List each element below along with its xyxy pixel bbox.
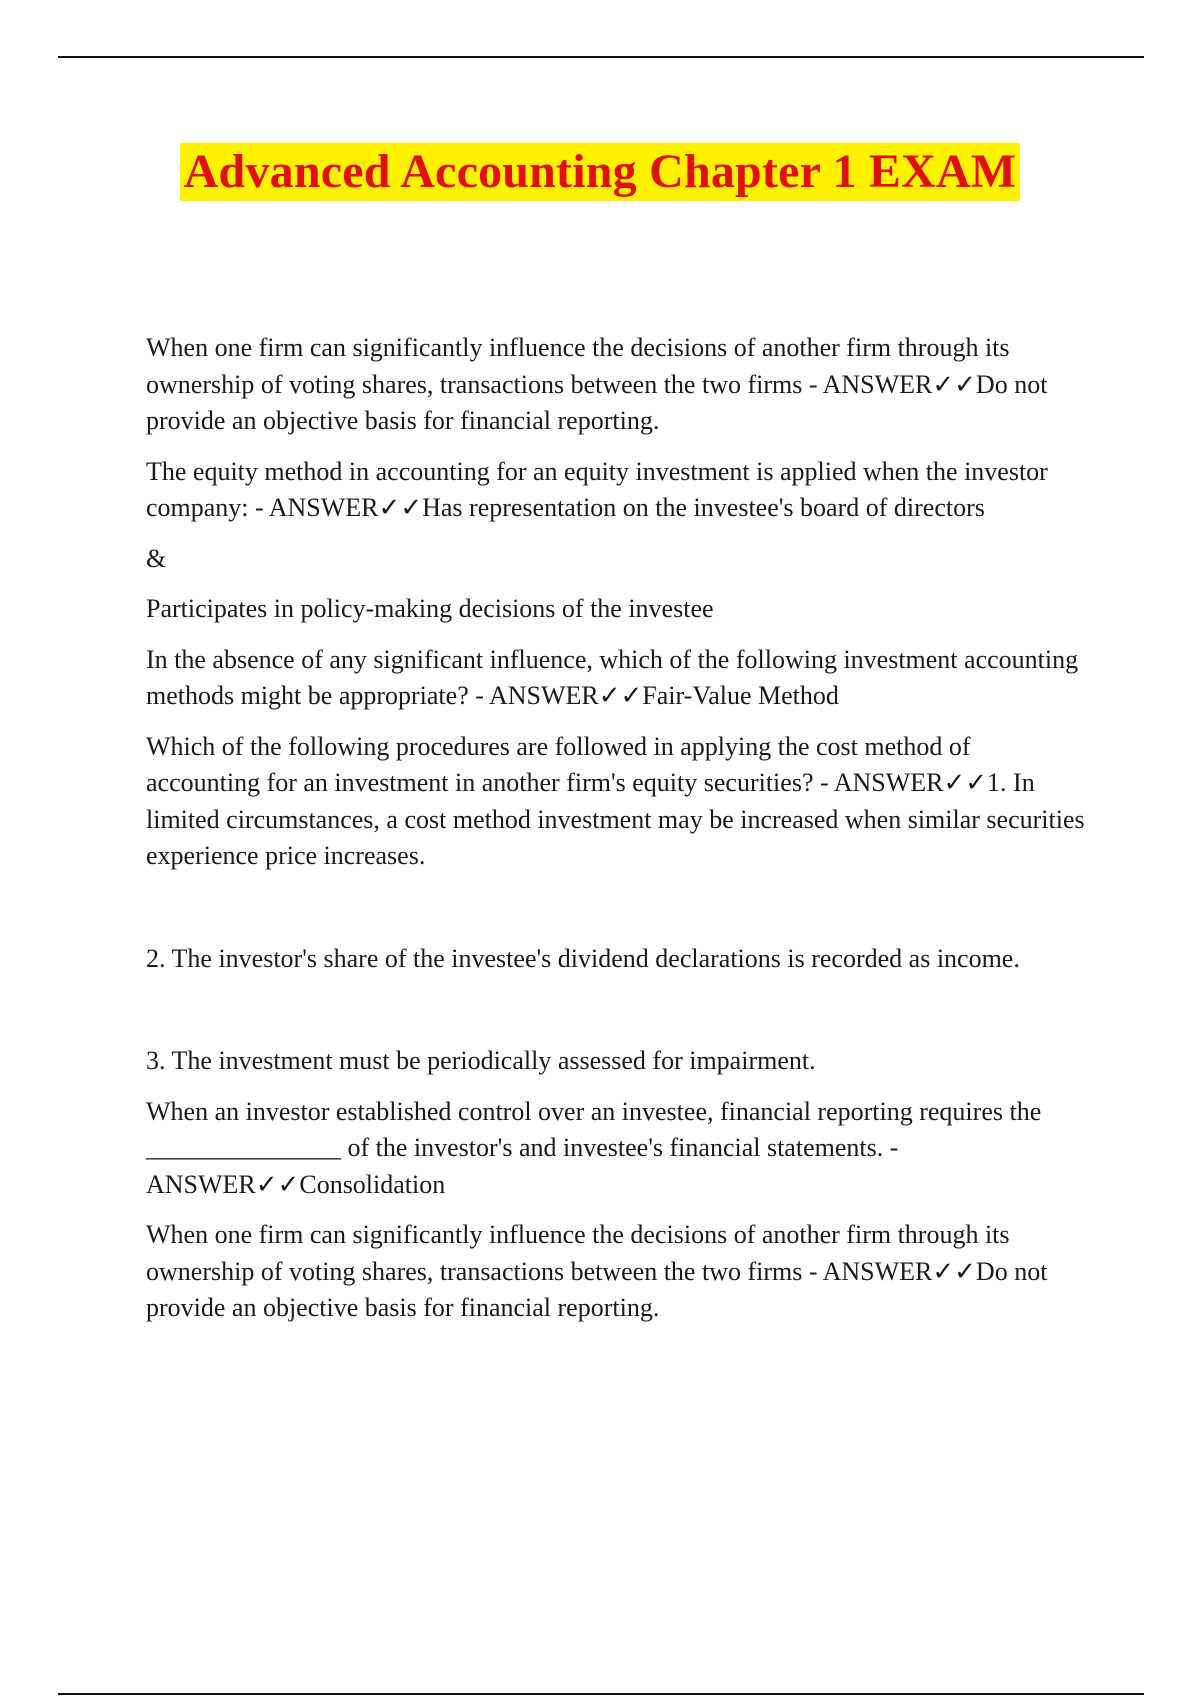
page-title: Advanced Accounting Chapter 1 EXAM bbox=[180, 143, 1021, 201]
document-body bbox=[146, 330, 1088, 1341]
qa-paragraph: 3. The investment must be periodically assessed for impairment. bbox=[146, 1046, 816, 1075]
qa-paragraph: & bbox=[146, 543, 167, 573]
qa-paragraph: When one firm can significantly influence the decisions of another firm through its ownership of voting shares, transactions between the two firms - ANSWER✓✓Do not provide an objective basis for financial reporting. bbox=[146, 333, 1048, 435]
qa-paragraph: 2. The investor's share of the investee's dividend declarations is recorded as income. bbox=[146, 943, 1020, 973]
qa-paragraph: Participates in policy-making decisions of the investee bbox=[146, 594, 714, 623]
qa-paragraph: Which of the following procedures are followed in applying the cost method of accounting for an investment in another firm's equity securities? - ANSWER✓✓1. In limited circumstances, a cost method investment may be increased when similar securities experience price increases. bbox=[146, 731, 1085, 870]
qa-paragraph: When one firm can significantly influence the decisions of another firm through its ownership of voting shares, transactions between the two firms - ANSWER✓✓Do not provide an objective basis for financial reporting. bbox=[146, 1220, 1048, 1322]
qa-paragraph: When an investor established control over an investee, financial reporting requires the _______________ of the investor's and investee's financial statements. - ANSWER✓✓Consolidation bbox=[146, 1096, 1042, 1199]
footer-rule bbox=[58, 1693, 1144, 1695]
header-rule bbox=[58, 56, 1144, 58]
qa-paragraph: In the absence of any significant influence, which of the following investment accounting methods might be appropriate? - ANSWER✓✓Fair-Value Method bbox=[146, 644, 1079, 710]
title-block bbox=[0, 143, 1200, 201]
qa-paragraph: The equity method in accounting for an equity investment is applied when the investor company: - ANSWER✓✓Has representation on the investee's board of directors bbox=[146, 456, 1048, 522]
